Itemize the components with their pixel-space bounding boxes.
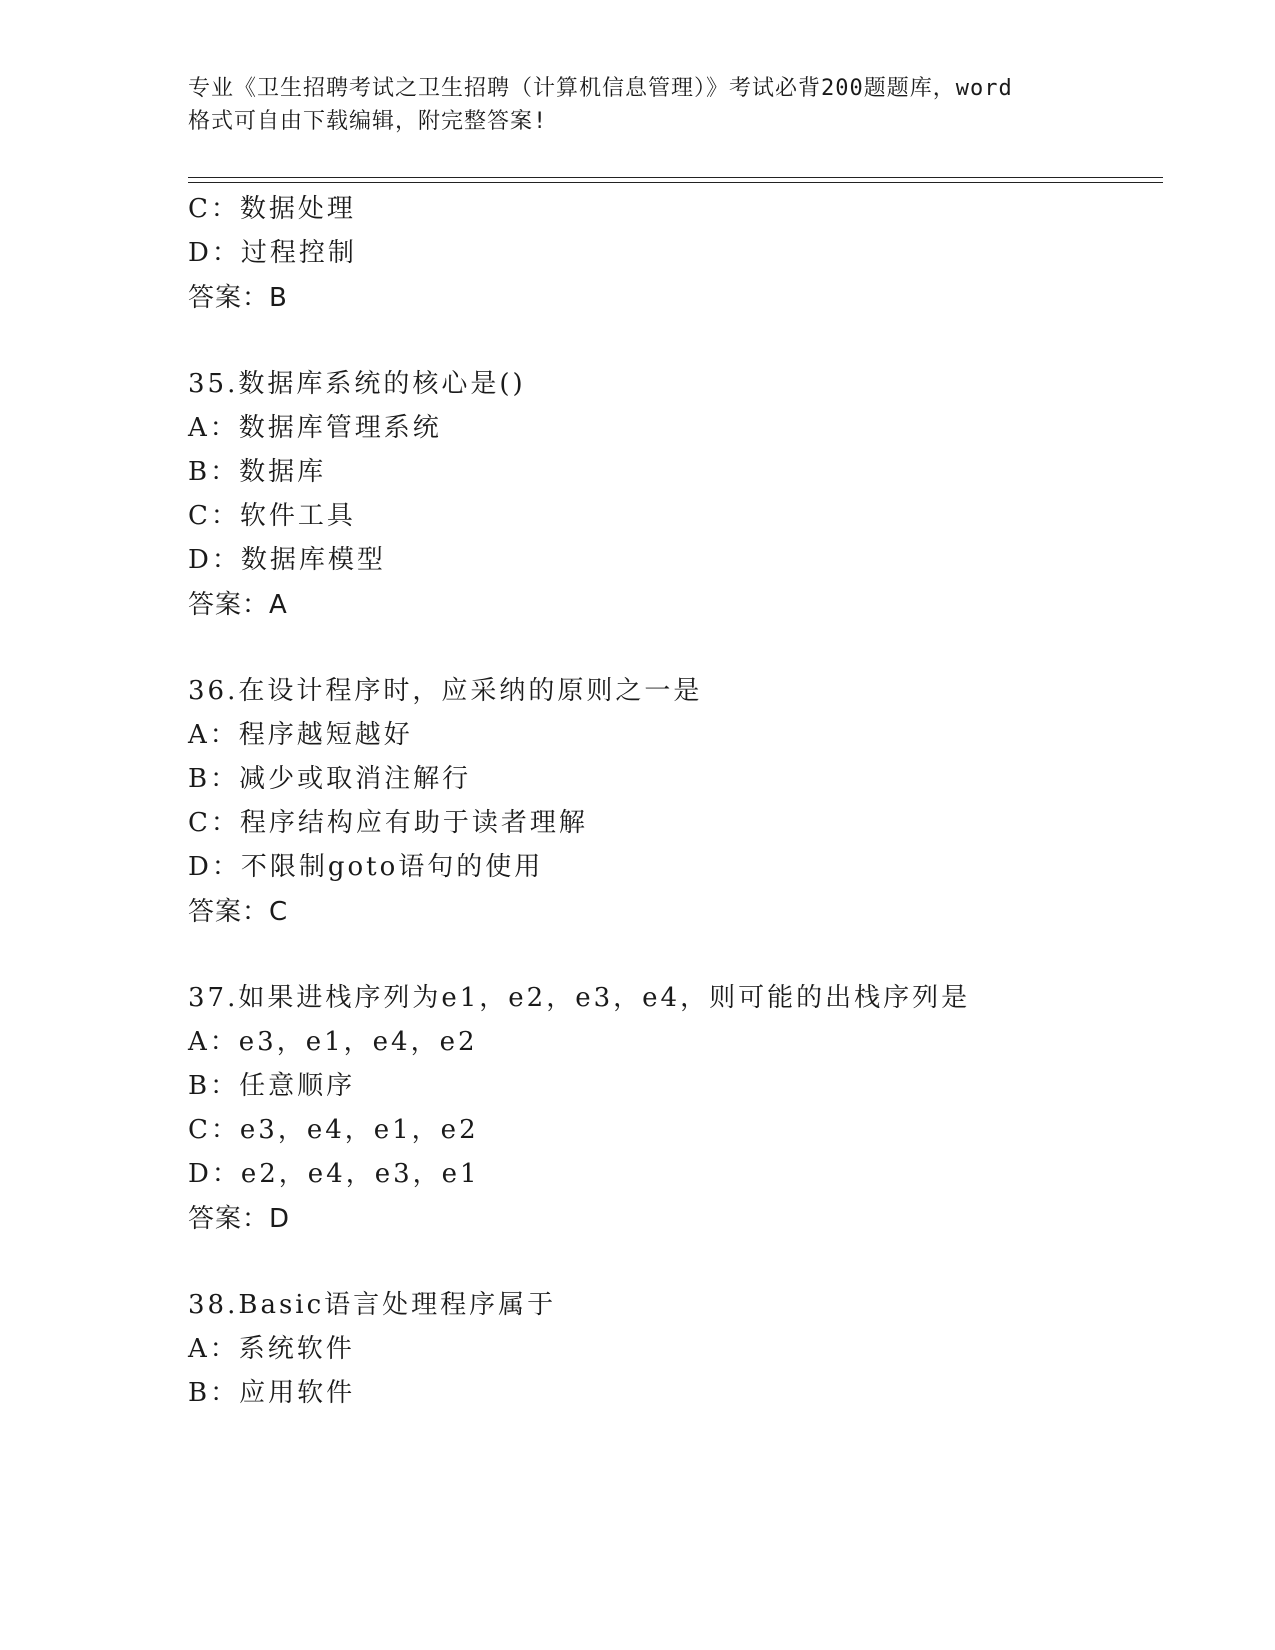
q35-option-c: C：软件工具 — [188, 501, 356, 531]
q34-option-c: C：数据处理 — [188, 194, 356, 224]
q36-answer: 答案：C — [188, 897, 289, 927]
q37-option-a: A：e3，e1，e4，e2 — [188, 1027, 478, 1057]
q35-question: 35.数据库系统的核心是() — [188, 369, 526, 399]
q37-option-c: C：e3，e4，e1，e2 — [188, 1115, 479, 1145]
header-divider-bottom — [188, 182, 1163, 183]
q37-option-d: D：e2，e4，e3，e1 — [188, 1159, 480, 1189]
q36-option-c: C：程序结构应有助于读者理解 — [188, 808, 588, 838]
q37-answer: 答案：D — [188, 1204, 291, 1234]
document-header — [188, 72, 1088, 138]
header-divider-top — [188, 177, 1163, 178]
q37-option-b: B：任意顺序 — [188, 1071, 356, 1101]
q35-option-a: A：数据库管理系统 — [188, 413, 442, 443]
q35-option-b: B：数据库 — [188, 457, 327, 487]
q38-question: 38.Basic语言处理程序属于 — [188, 1290, 557, 1320]
q34-option-d: D：过程控制 — [188, 238, 357, 268]
header-line-2: 格式可自由下载编辑，附完整答案! — [188, 109, 548, 134]
q35-option-d: D：数据库模型 — [188, 545, 386, 575]
q37-question: 37.如果进栈序列为e1，e2，e3，e4，则可能的出栈序列是 — [188, 983, 971, 1013]
q35-answer: 答案：A — [188, 590, 288, 620]
q38-option-a: A：系统软件 — [188, 1334, 355, 1364]
q36-question: 36.在设计程序时，应采纳的原则之一是 — [188, 676, 703, 706]
q36-option-b: B：减少或取消注解行 — [188, 764, 472, 794]
q36-option-d: D：不限制goto语句的使用 — [188, 852, 544, 882]
q38-option-b: B：应用软件 — [188, 1378, 356, 1408]
q34-answer: 答案：B — [188, 283, 288, 313]
q36-option-a: A：程序越短越好 — [188, 720, 413, 750]
header-line-1: 专业《卫生招聘考试之卫生招聘（计算机信息管理）》考试必背200题题库，word — [188, 76, 1013, 101]
